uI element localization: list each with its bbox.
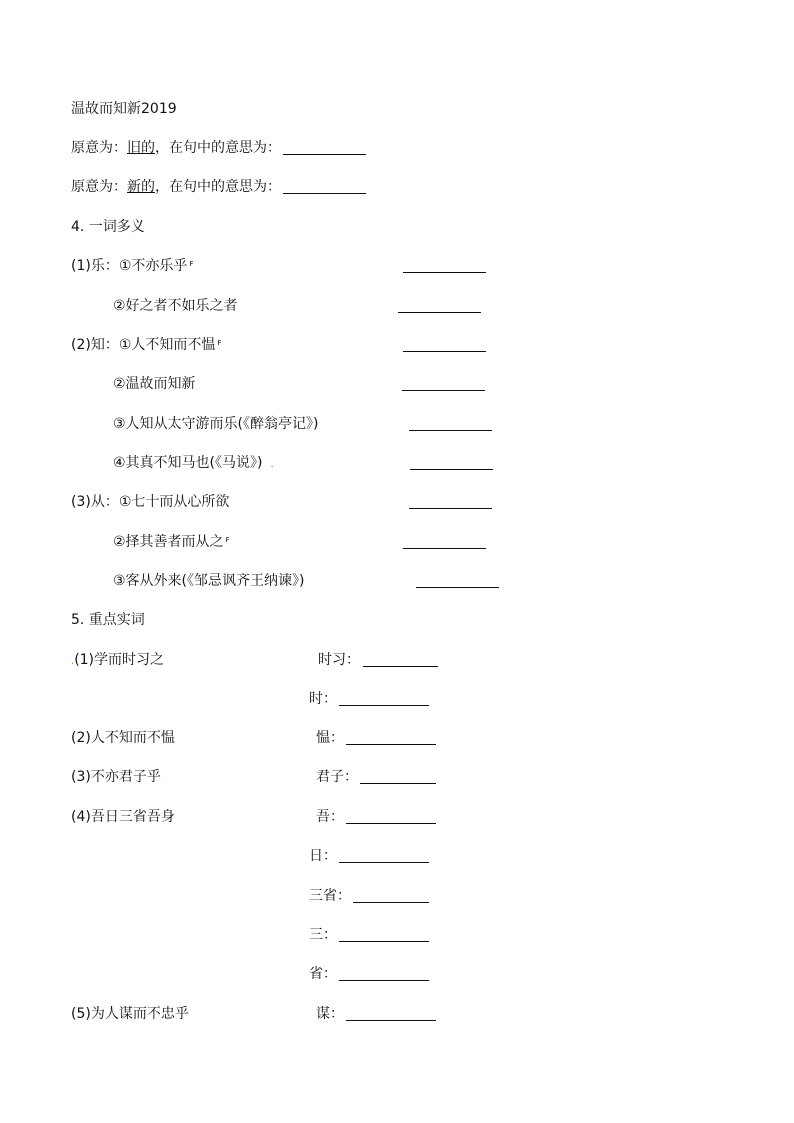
polysemy-item: ②择其善者而从之 $^F$ [113,534,230,550]
key-word-label: 愠： [316,730,344,746]
answer-blank[interactable] [360,783,436,784]
polysemy-item: ②温故而知新 [113,376,196,392]
underlined-word: 旧的 [127,140,155,156]
answer-blank[interactable] [346,1020,436,1021]
key-sentence: (5)为人谋而不忠乎 [71,1006,189,1022]
answer-blank[interactable] [403,272,486,273]
superscript-mark: F [217,339,222,347]
polysemy-item: ②好之者不如乐之者 [113,298,238,314]
original-meaning-line-2 [71,178,281,196]
key-sentence: .(1)学而时习之 [71,652,165,668]
stray-dot: . [270,459,274,470]
polysemy-item: (2)知：①人不知而不愠 $^F$ [71,337,222,353]
answer-blank[interactable] [409,430,492,431]
key-word-label: 三省： [309,888,351,904]
answer-blank[interactable] [283,154,366,155]
key-sentence: (4)吾日三省吾身 [71,809,175,825]
key-sentence: (2)人不知而不愠 [71,730,175,746]
original-meaning-line-1 [71,139,281,157]
polysemy-item: ③人知从太守游而乐(《醉翁亭记》) [113,416,319,432]
superscript-mark: F [189,260,194,268]
polysemy-item: (1)乐：①不亦乐乎 $^F$ [71,258,194,274]
key-word-label: 君子： [316,769,358,785]
answer-blank[interactable] [283,193,366,194]
answer-blank[interactable] [409,508,492,509]
key-word-label: 三： [309,927,337,943]
polysemy-item: (3)从：①七十而从心所欲 [71,494,230,510]
heading: 温故而知新2019 [71,101,177,117]
label: ，在句中的意思为： [155,179,281,195]
answer-blank[interactable] [339,705,429,706]
answer-blank[interactable] [416,587,499,588]
answer-blank[interactable] [402,390,485,391]
key-word-label: 省： [309,966,337,982]
answer-blank[interactable] [363,666,438,667]
answer-blank[interactable] [353,902,429,903]
key-word-label: 时： [309,691,337,707]
key-word-label: 吾： [316,809,344,825]
answer-blank[interactable] [339,862,429,863]
answer-blank[interactable] [403,351,486,352]
answer-blank[interactable] [403,548,486,549]
polysemy-item: ④其真不知马也(《马说》) . [113,455,274,471]
answer-blank[interactable] [398,312,481,313]
stray-dot: . [71,656,75,667]
section-4-title: 4. 一词多义 [71,219,145,235]
section-5-title: 5. 重点实词 [71,612,145,628]
answer-blank[interactable] [346,744,436,745]
answer-blank[interactable] [410,469,493,470]
superscript-mark: F [225,536,230,544]
key-word-label: 日： [309,848,337,864]
label: 原意为： [71,179,127,195]
key-word-label: 谋： [316,1006,344,1022]
polysemy-item: ③客从外来(《邹忌讽齐王纳谏》) [113,573,305,589]
answer-blank[interactable] [346,823,436,824]
underlined-word: 新的 [127,179,155,195]
label: 原意为： [71,140,127,156]
answer-blank[interactable] [339,941,429,942]
key-sentence: (3)不亦君子乎 [71,769,161,785]
label: ，在句中的意思为： [155,140,281,156]
key-word-label: 时习： [318,652,360,668]
answer-blank[interactable] [339,980,429,981]
